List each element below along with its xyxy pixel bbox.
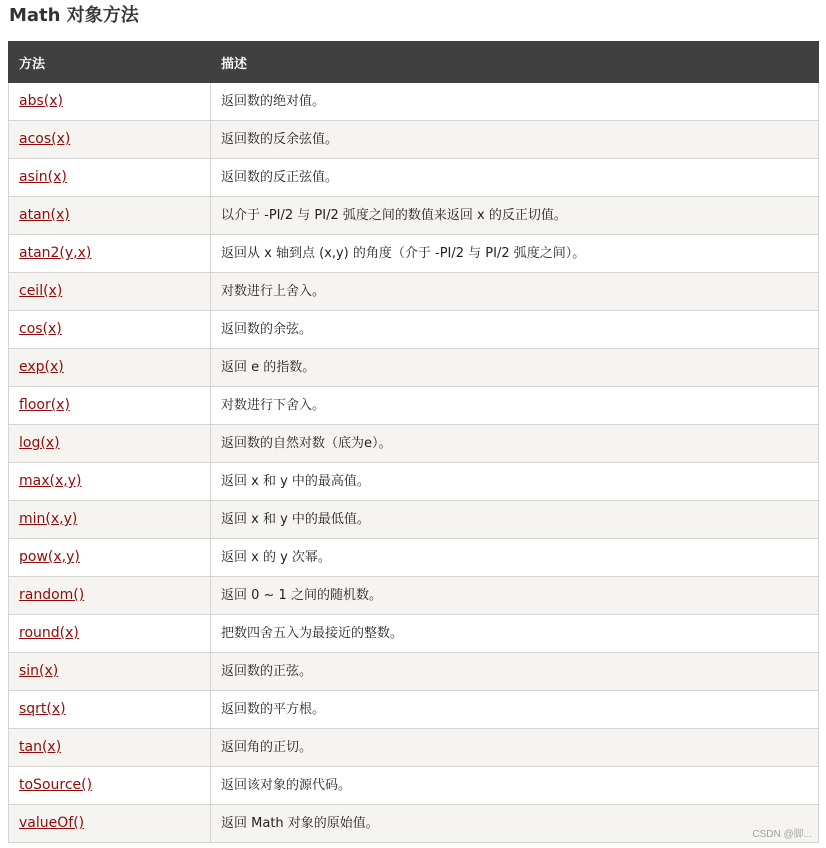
table-row xyxy=(9,577,819,615)
table-row xyxy=(9,501,819,539)
table-row xyxy=(9,387,819,425)
description-cell: 返回数的绝对值。 xyxy=(211,83,819,121)
description-cell: 返回 e 的指数。 xyxy=(211,349,819,387)
method-link[interactable]: ceil(x) xyxy=(19,283,63,299)
table-row xyxy=(9,805,819,843)
method-link[interactable]: floor(x) xyxy=(19,397,70,413)
table-row xyxy=(9,767,819,805)
method-cell xyxy=(9,159,211,197)
table-row xyxy=(9,729,819,767)
page-title: Math 对象方法 xyxy=(9,5,139,26)
table-row xyxy=(9,121,819,159)
method-cell xyxy=(9,311,211,349)
description-cell: 返回角的正切。 xyxy=(211,729,819,767)
table-header-row xyxy=(9,42,819,83)
table-row xyxy=(9,197,819,235)
table-row xyxy=(9,349,819,387)
method-cell xyxy=(9,121,211,159)
table-row xyxy=(9,273,819,311)
table-row xyxy=(9,615,819,653)
table-row xyxy=(9,311,819,349)
table-row xyxy=(9,159,819,197)
table-row xyxy=(9,691,819,729)
method-link[interactable]: tan(x) xyxy=(19,739,62,755)
method-link[interactable]: atan(x) xyxy=(19,207,70,223)
method-cell xyxy=(9,83,211,121)
method-link[interactable]: round(x) xyxy=(19,625,79,641)
method-cell xyxy=(9,805,211,843)
method-link[interactable]: random() xyxy=(19,587,85,603)
description-cell: 返回数的反余弦值。 xyxy=(211,121,819,159)
table-row xyxy=(9,653,819,691)
method-link[interactable]: exp(x) xyxy=(19,359,64,375)
description-cell: 返回数的平方根。 xyxy=(211,691,819,729)
method-cell xyxy=(9,577,211,615)
method-link[interactable]: max(x,y) xyxy=(19,473,82,489)
description-cell: 返回数的余弦。 xyxy=(211,311,819,349)
description-cell: 返回 x 和 y 中的最低值。 xyxy=(211,501,819,539)
method-cell xyxy=(9,767,211,805)
description-cell: 对数进行下舍入。 xyxy=(211,387,819,425)
table-row xyxy=(9,463,819,501)
method-link[interactable]: valueOf() xyxy=(19,815,85,831)
method-link[interactable]: pow(x,y) xyxy=(19,549,80,565)
method-link[interactable]: abs(x) xyxy=(19,93,63,109)
description-cell: 返回数的自然对数（底为e）。 xyxy=(211,425,819,463)
math-methods-table xyxy=(8,41,819,843)
description-cell: 对数进行上舍入。 xyxy=(211,273,819,311)
description-cell: 返回 x 的 y 次幂。 xyxy=(211,539,819,577)
table-row xyxy=(9,235,819,273)
table-row xyxy=(9,83,819,121)
method-link[interactable]: toSource() xyxy=(19,777,93,793)
method-cell xyxy=(9,349,211,387)
description-cell: 返回数的反正弦值。 xyxy=(211,159,819,197)
description-cell: 返回 0 ~ 1 之间的随机数。 xyxy=(211,577,819,615)
method-cell xyxy=(9,235,211,273)
method-cell xyxy=(9,539,211,577)
column-header-method: 方法 xyxy=(9,42,211,83)
table-row xyxy=(9,539,819,577)
method-cell xyxy=(9,615,211,653)
method-cell xyxy=(9,653,211,691)
method-link[interactable]: min(x,y) xyxy=(19,511,78,527)
method-cell xyxy=(9,387,211,425)
method-cell xyxy=(9,425,211,463)
method-link[interactable]: cos(x) xyxy=(19,321,62,337)
description-cell: 返回该对象的源代码。 xyxy=(211,767,819,805)
method-link[interactable]: asin(x) xyxy=(19,169,67,185)
method-link[interactable]: acos(x) xyxy=(19,131,71,147)
table-body xyxy=(9,83,819,843)
method-cell xyxy=(9,273,211,311)
description-cell: 把数四舍五入为最接近的整数。 xyxy=(211,615,819,653)
method-cell xyxy=(9,197,211,235)
method-cell xyxy=(9,463,211,501)
csdn-watermark: CSDN @脚... xyxy=(752,829,812,840)
column-header-description: 描述 xyxy=(211,42,819,83)
description-cell: 返回 x 和 y 中的最高值。 xyxy=(211,463,819,501)
method-cell xyxy=(9,729,211,767)
method-link[interactable]: atan2(y,x) xyxy=(19,245,92,261)
description-cell: 以介于 -PI/2 与 PI/2 弧度之间的数值来返回 x 的反正切值。 xyxy=(211,197,819,235)
description-cell: 返回数的正弦。 xyxy=(211,653,819,691)
description-cell: 返回从 x 轴到点 (x,y) 的角度（介于 -PI/2 与 PI/2 弧度之间）。 xyxy=(211,235,819,273)
table-header xyxy=(9,42,819,83)
method-cell xyxy=(9,691,211,729)
description-cell: 返回 Math 对象的原始值。 xyxy=(211,805,819,843)
method-link[interactable]: log(x) xyxy=(19,435,60,451)
table-row xyxy=(9,425,819,463)
method-link[interactable]: sin(x) xyxy=(19,663,59,679)
method-link[interactable]: sqrt(x) xyxy=(19,701,66,717)
method-cell xyxy=(9,501,211,539)
